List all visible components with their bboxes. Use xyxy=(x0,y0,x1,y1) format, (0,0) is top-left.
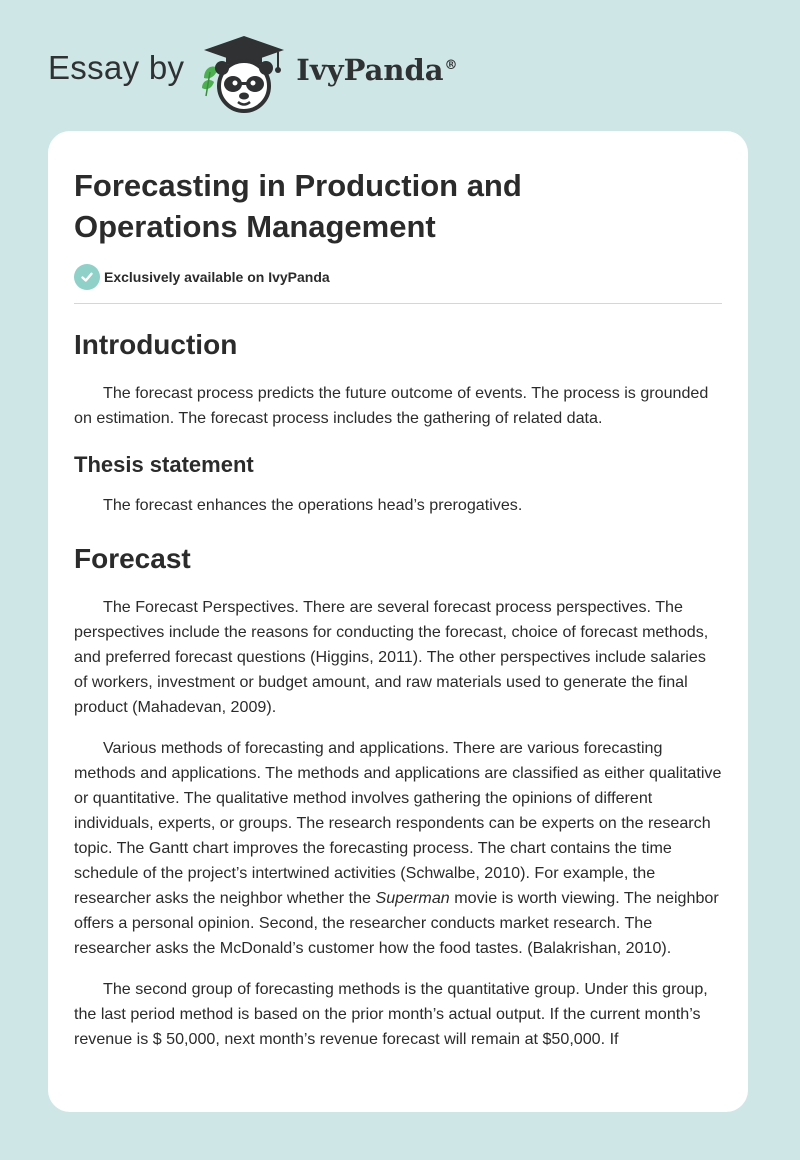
divider xyxy=(74,303,722,304)
section-heading-thesis: Thesis statement xyxy=(74,452,254,477)
paragraph-forecast-2-end: movie is worth viewing. The neighbor offers a personal opinion. Second, the researcher conducts market research. The researcher asks the McDonald’s customer how the food tastes. (Balakrishan, 2010). xyxy=(74,889,719,957)
movie-title: Superman xyxy=(375,889,450,907)
paragraph-thesis: The forecast enhances the operations head’s prerogatives. xyxy=(103,496,523,514)
exclusive-badge xyxy=(74,264,722,290)
registered-mark: ® xyxy=(444,58,458,74)
paragraph-forecast-2 xyxy=(74,736,722,961)
panda-graduation-cap-logo-icon xyxy=(198,34,290,114)
brand-name-text: IvyPanda xyxy=(296,53,444,87)
essay-card xyxy=(48,131,748,1112)
paragraph-introduction: The forecast process predicts the future outcome of events. The process is grounded on estimation. The forecast process includes the gathering of related data. xyxy=(74,384,709,427)
paragraph-forecast-1: The Forecast Perspectives. There are several forecast process perspectives. The perspectives include the reasons for conducting the forecast, choice of forecast methods, and preferred forecast questions (Higgins, 2011). The other perspectives include salaries of workers, investment or budget amount, and raw materials used to generate the final product (Mahadevan, 2009). xyxy=(74,598,709,716)
section-heading-forecast: Forecast xyxy=(74,543,191,574)
check-icon xyxy=(74,264,100,290)
section-heading-introduction: Introduction xyxy=(74,329,238,360)
brand-header[interactable] xyxy=(48,34,458,114)
brand-name xyxy=(296,53,457,87)
page-title: Forecasting in Production and Operations Management xyxy=(74,168,522,244)
paragraph-forecast-3: The second group of forecasting methods is the quantitative group. Under this group, the last period method is based on the prior month’s actual output. If the current month’s revenue is $ 50,000, next month’s revenue forecast will remain at $50,000. If xyxy=(74,980,708,1048)
brand-prefix: Essay by xyxy=(48,49,185,86)
exclusive-label: Exclusively available on IvyPanda xyxy=(104,269,330,285)
paragraph-forecast-2-start: Various methods of forecasting and applications. There are various forecasting methods and applications. The methods and applications are classified as either qualitative or quantitative. The qualitative method involves gathering the opinions of different individuals, experts, or groups. The research respondents can be experts on the research topic. The Gantt chart improves the forecasting process. The chart contains the time schedule of the project’s intertwined activities (Schwalbe, 2010). For example, the researcher asks the neighbor whether the xyxy=(74,739,722,907)
